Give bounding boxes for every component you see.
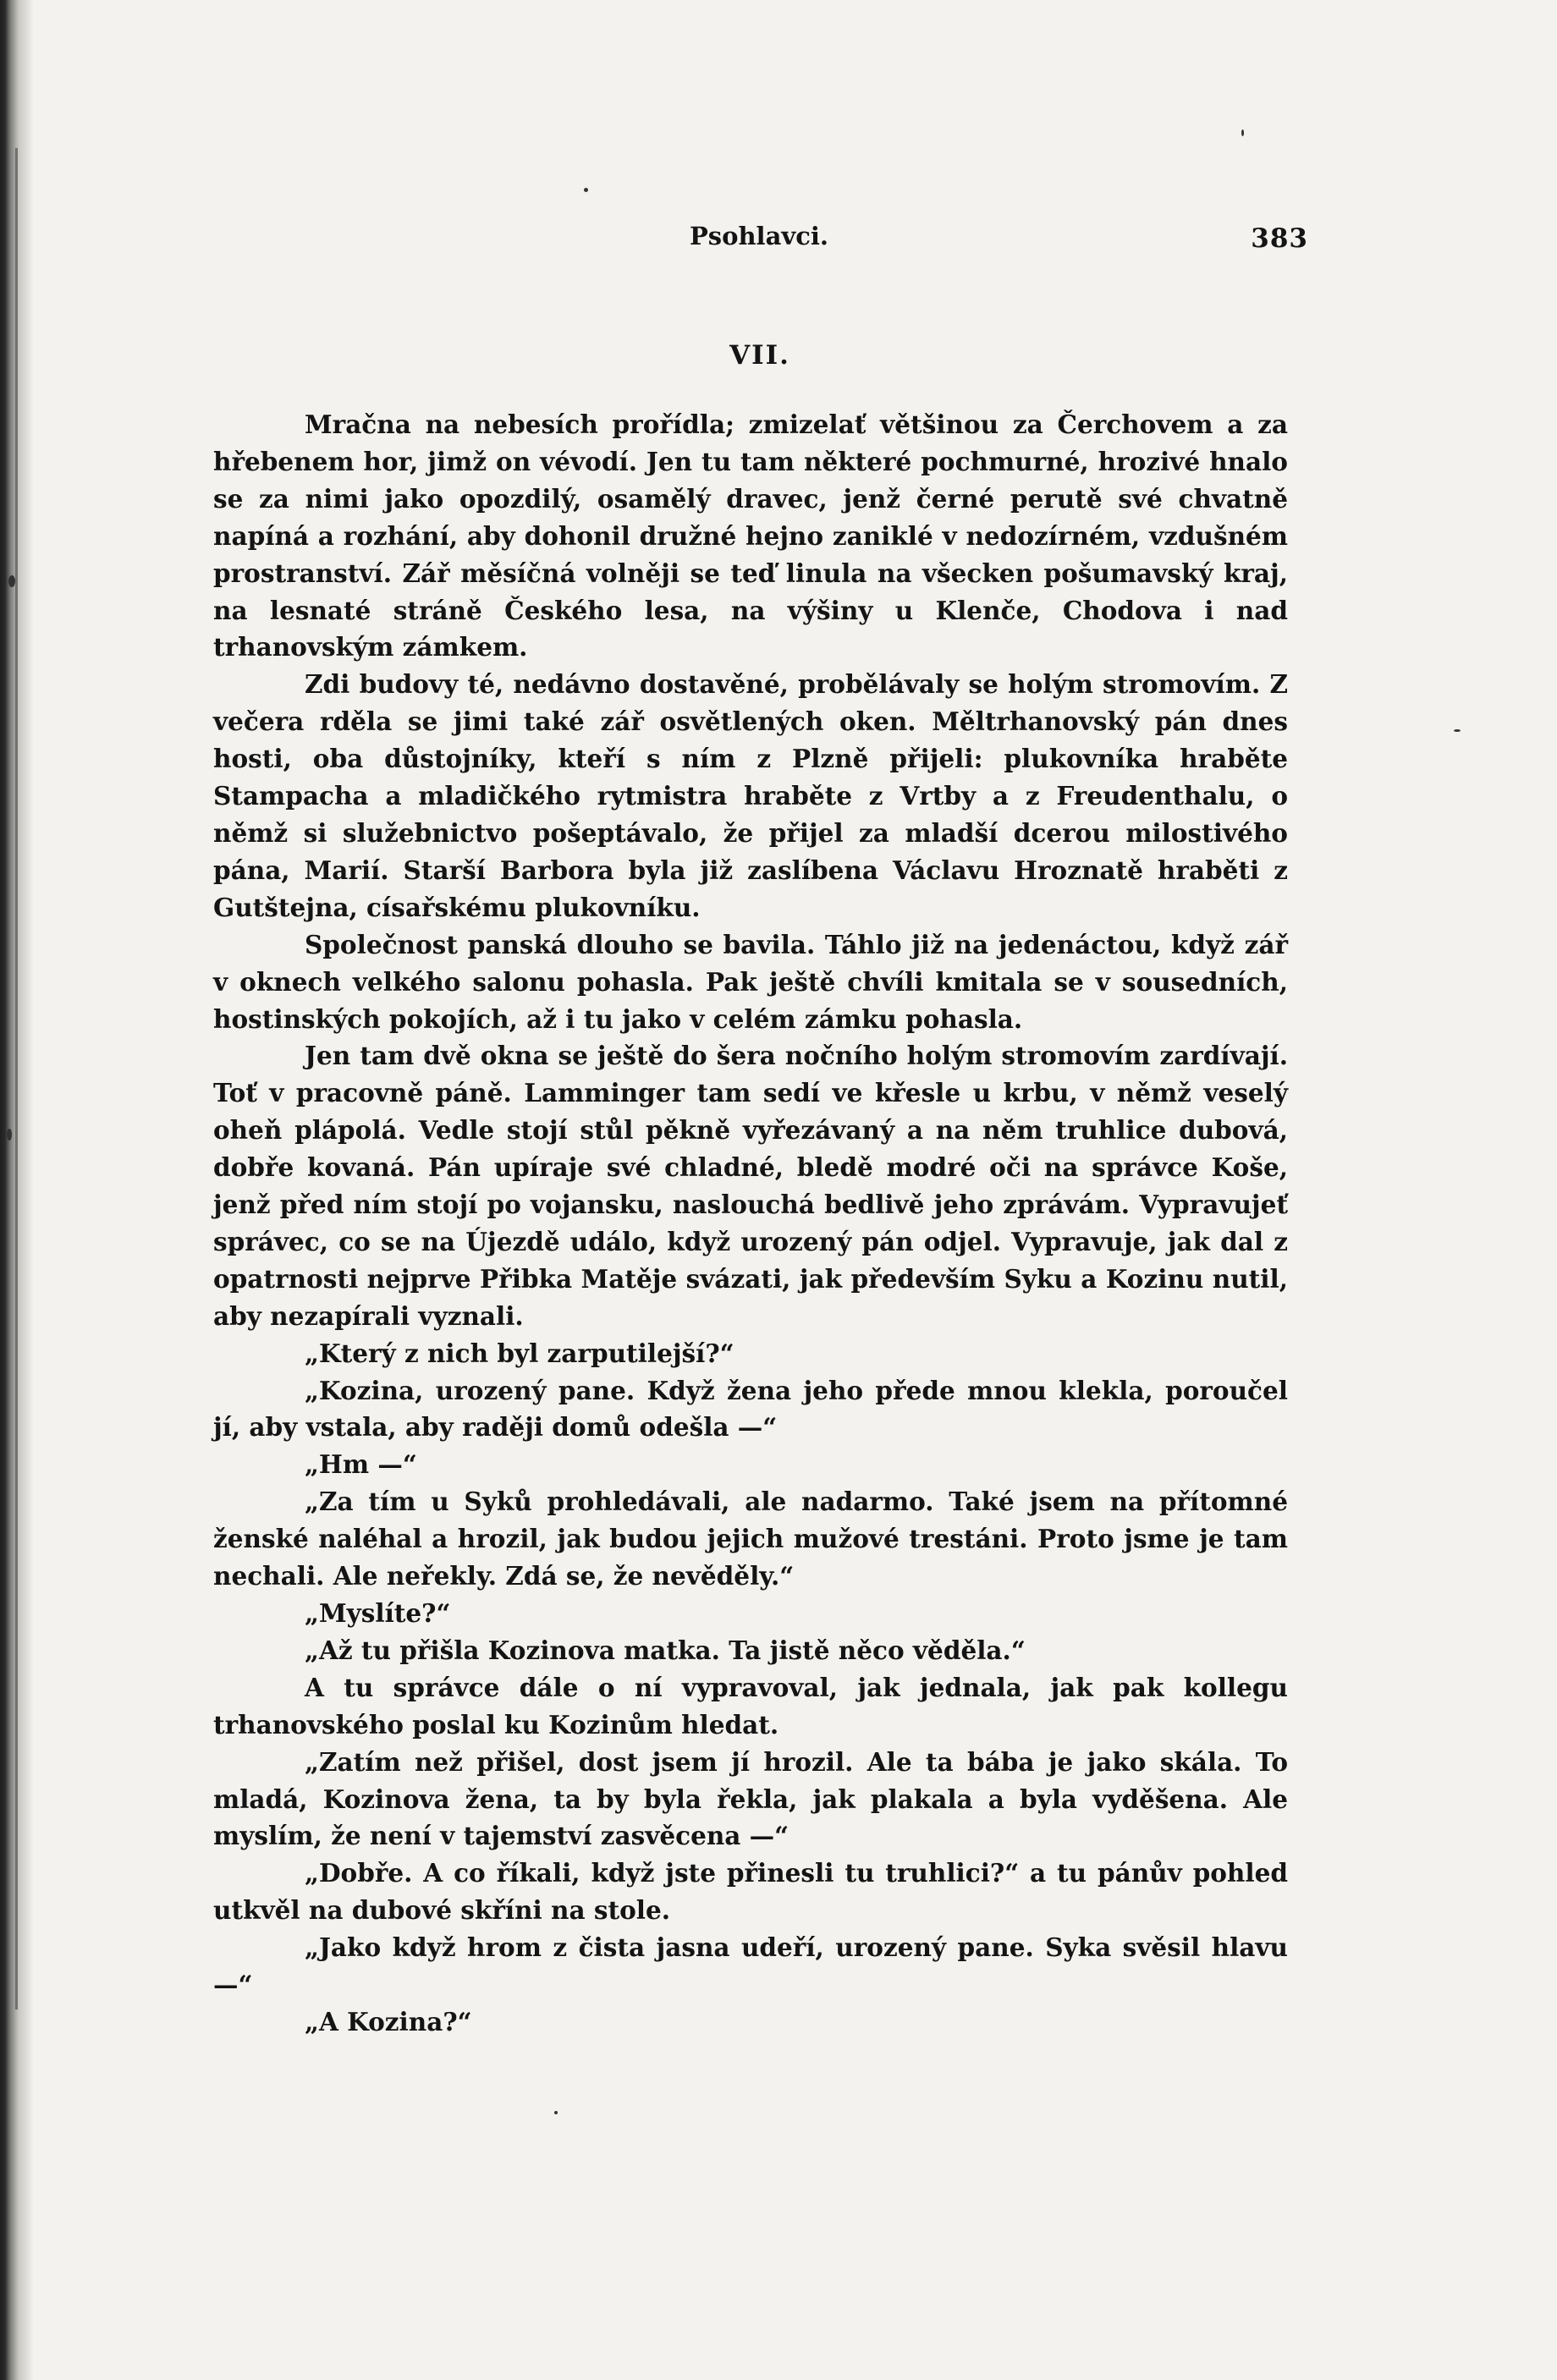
- paragraph: „Hm —“: [305, 1449, 417, 1480]
- paragraph: „A Kozina?“: [305, 2006, 472, 2036]
- paragraph: Společnost panská dlouho se bavila. Táhlo již na jedenáctou, když zář v oknech velkého salonu pohasla. Pak ještě chvíli kmitala se v sousedních, hostinských pokojích, až i tu jako v celém zámku pohasla.: [213, 929, 1288, 1034]
- scan-speck: [1241, 129, 1244, 136]
- paragraph: „Zatím než přišel, dost jsem jí hrozil. Ale ta bába je jako skála. To mladá, Kozinova žena, ta by byla řekla, jak plakala a byla vyděšena. Ale myslím, že není v tajemství zasvěcena —“: [213, 1746, 1288, 1851]
- paragraph: „Za tím u Syků prohledávali, ale nadarmo. Také jsem na přítomné ženské naléhal a hrozil, jak budou jejich mužové trestáni. Proto jsme je tam nechali. Ale neřekly. Zdá se, že nevěděly.“: [213, 1487, 1288, 1591]
- paragraph: „Který z nich byl zarputilejší?“: [305, 1338, 734, 1368]
- paragraph: „Jako když hrom z čista jasna udeří, urozený pane. Syka svěsil hlavu —“: [213, 1932, 1288, 2000]
- paragraph: „Dobře. A co říkali, když jste přinesli tu truhlici?“ a tu pánův pohled utkvěl na dubové skříni na stole.: [213, 1858, 1288, 1926]
- paragraph: Mračna na nebesích prořídla; zmizelať většinou za Čerchovem a za hřebenem hor, jimž on vévodí. Jen tu tam některé pochmurné, hrozivé hnalo se za nimi jako opozdilý, osamělý dravec, jenž černé perutě své chvatně napíná a rozhání, aby dohonil družné hejno zaniklé v nedozírném, vzdušném prostranství. Zář měsíčná volněji se teď linula na všecken pošumavský kraj, na lesnaté stráně Českého lesa, na výšiny u Klenče, Chodova i nad trhanovským zámkem.: [213, 409, 1288, 662]
- paragraph: „Myslíte?“: [305, 1598, 451, 1628]
- paragraph: A tu správce dále o ní vypravoval, jak jednala, jak pak kollegu trhanovského poslal ku Kozinům hledat.: [213, 1672, 1288, 1740]
- paragraph: Jen tam dvě okna se ještě do šera nočního holým stromovím zardívají. Toť v pracovně páně. Lamminger tam sedí ve křesle u krbu, v němž veselý oheň plápolá. Vedle stojí stůl pěkně vyřezávaný a na něm truhlice dubová, dobře kovaná. Pán upíraje své chladné, bledě modré oči na správce Koše, jenž před ním stojí po vojansku, naslouchá bedlivě jeho zprávám. Vypravujeť správec, co se na Újezdě událo, když urozený pán odjel. Vypravuje, jak dal z opatrnosti nejprve Přibka Matěje svázati, jak především Syku a Kozinu nutil, aby nezapírali vyznali.: [213, 1041, 1288, 1331]
- page-number: 383: [1251, 223, 1308, 254]
- chapter-heading: VII.: [729, 340, 790, 371]
- scan-speck: [554, 2111, 558, 2114]
- running-head: [212, 222, 1308, 256]
- scan-speck: [1454, 729, 1461, 732]
- scan-speck: [584, 188, 588, 192]
- body-text: [213, 406, 1288, 2041]
- paragraph: Zdi budovy té, nedávno dostavěné, probělávaly se holým stromovím. Z večera rděla se jimi také zář osvětlených oken. Měltrhanovský pán dnes hosti, oba důstojníky, kteří s ním z Plzně přijeli: plukovníka hraběte Stampacha a mladičkého rytmistra hraběte z Vrtby a z Freudenthalu, o němž si služebnictvo pošeptávalo, že přijel za mladší dcerou milostivého pána, Marií. Starší Barbora byla již zaslíbena Václavu Hroznatě hraběti z Gutštejna, císařskému plukovníku.: [213, 669, 1288, 922]
- paragraph: „Až tu přišla Kozinova matka. Ta jistě něco věděla.“: [305, 1635, 1026, 1665]
- scan-speck: [7, 1129, 12, 1141]
- paragraph: „Kozina, urozený pane. Když žena jeho přede mnou klekla, poroučel jí, aby vstala, aby raději domů odešla —“: [213, 1375, 1288, 1443]
- scan-speck: [8, 575, 15, 587]
- running-title: Psohlavci.: [690, 222, 828, 250]
